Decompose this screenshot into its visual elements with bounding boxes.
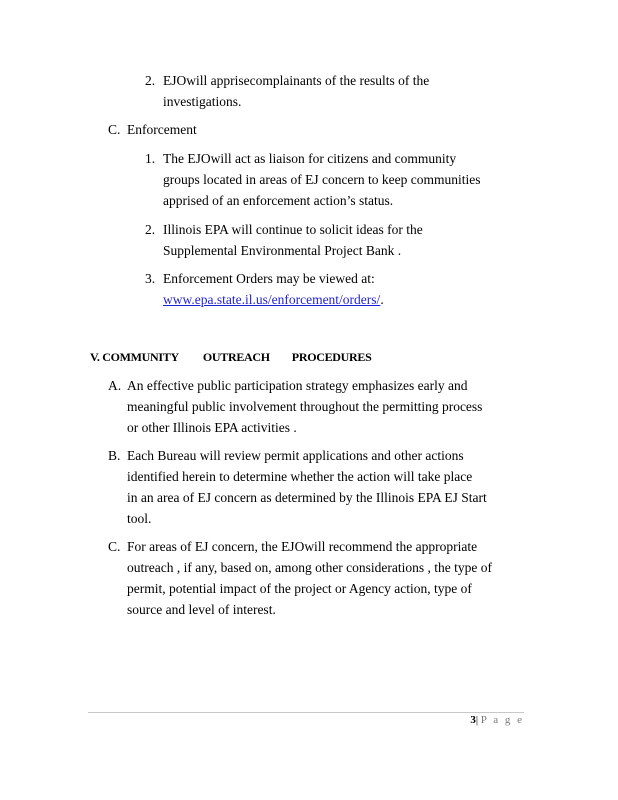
text-line: EJOwill apprisecomplainants of the results of the [163,73,430,88]
text-line: Supplemental Environmental Project Bank . [163,243,402,258]
list-item-text [127,375,521,438]
list-item-text [127,536,525,620]
text-line: groups located in areas of EJ concern to keep communities [163,172,481,187]
text-line: Each Bureau will review permit applications and other actions [127,448,464,463]
text-line: meaningful public involvement throughout the permitting process [127,399,483,414]
text-line: An effective public participation strategy emphasizes early and [127,378,468,393]
list-label: B. [108,448,121,463]
heading-part: PROCEDURES [291,350,372,364]
text-line: in an area of EJ concern as determined by the Illinois EPA EJ Start [127,490,487,505]
list-item-text [163,219,453,261]
list-number: 2. [145,73,156,88]
page-label: P a g e [480,714,524,726]
page-number: 3 [470,714,476,726]
list-item-text [163,148,508,211]
enforcement-orders-link[interactable]: www.epa.state.il.us/enforcement/orders/ [163,292,381,307]
list-item-text [127,445,521,529]
text-line: investigations. [163,94,242,109]
list-label: A. [108,378,122,393]
list-item-text: Enforcement Orders may be viewed at: [163,271,375,286]
list-number: 2. [145,222,156,237]
page-footer [470,712,524,728]
text-line: tool. [127,511,152,526]
heading-part: OUTREACH [202,350,270,364]
subsection-label: C. [108,122,121,137]
text-line: or other Illinois EPA activities . [127,420,297,435]
list-number: 3. [145,271,156,286]
text-line: Illinois EPA will continue to solicit ideas for the [163,222,423,237]
text-line: source and level of interest. [127,602,276,617]
text-line: outreach , if any, based on, among other considerations , the type of [127,560,493,575]
text-line: For areas of EJ concern, the EJOwill recommend the appropriate [127,539,478,554]
link-line [163,289,384,310]
list-number: 1. [145,151,156,166]
section-heading [90,350,371,365]
footer-divider [88,712,524,713]
list-label: C. [108,539,121,554]
text-line: permit, potential impact of the project or Agency action, type of [127,581,472,596]
subsection-title: Enforcement [127,122,197,137]
list-item-text [163,70,459,112]
heading-part: V. COMMUNITY [90,350,179,364]
text-line: apprised of an enforcement action’s status. [163,193,394,208]
text-line: identified herein to determine whether the action will take place [127,469,473,484]
footer-separator: | [475,714,479,726]
link-tail: . [380,292,384,307]
text-line: The EJOwill act as liaison for citizens and community [163,151,457,166]
